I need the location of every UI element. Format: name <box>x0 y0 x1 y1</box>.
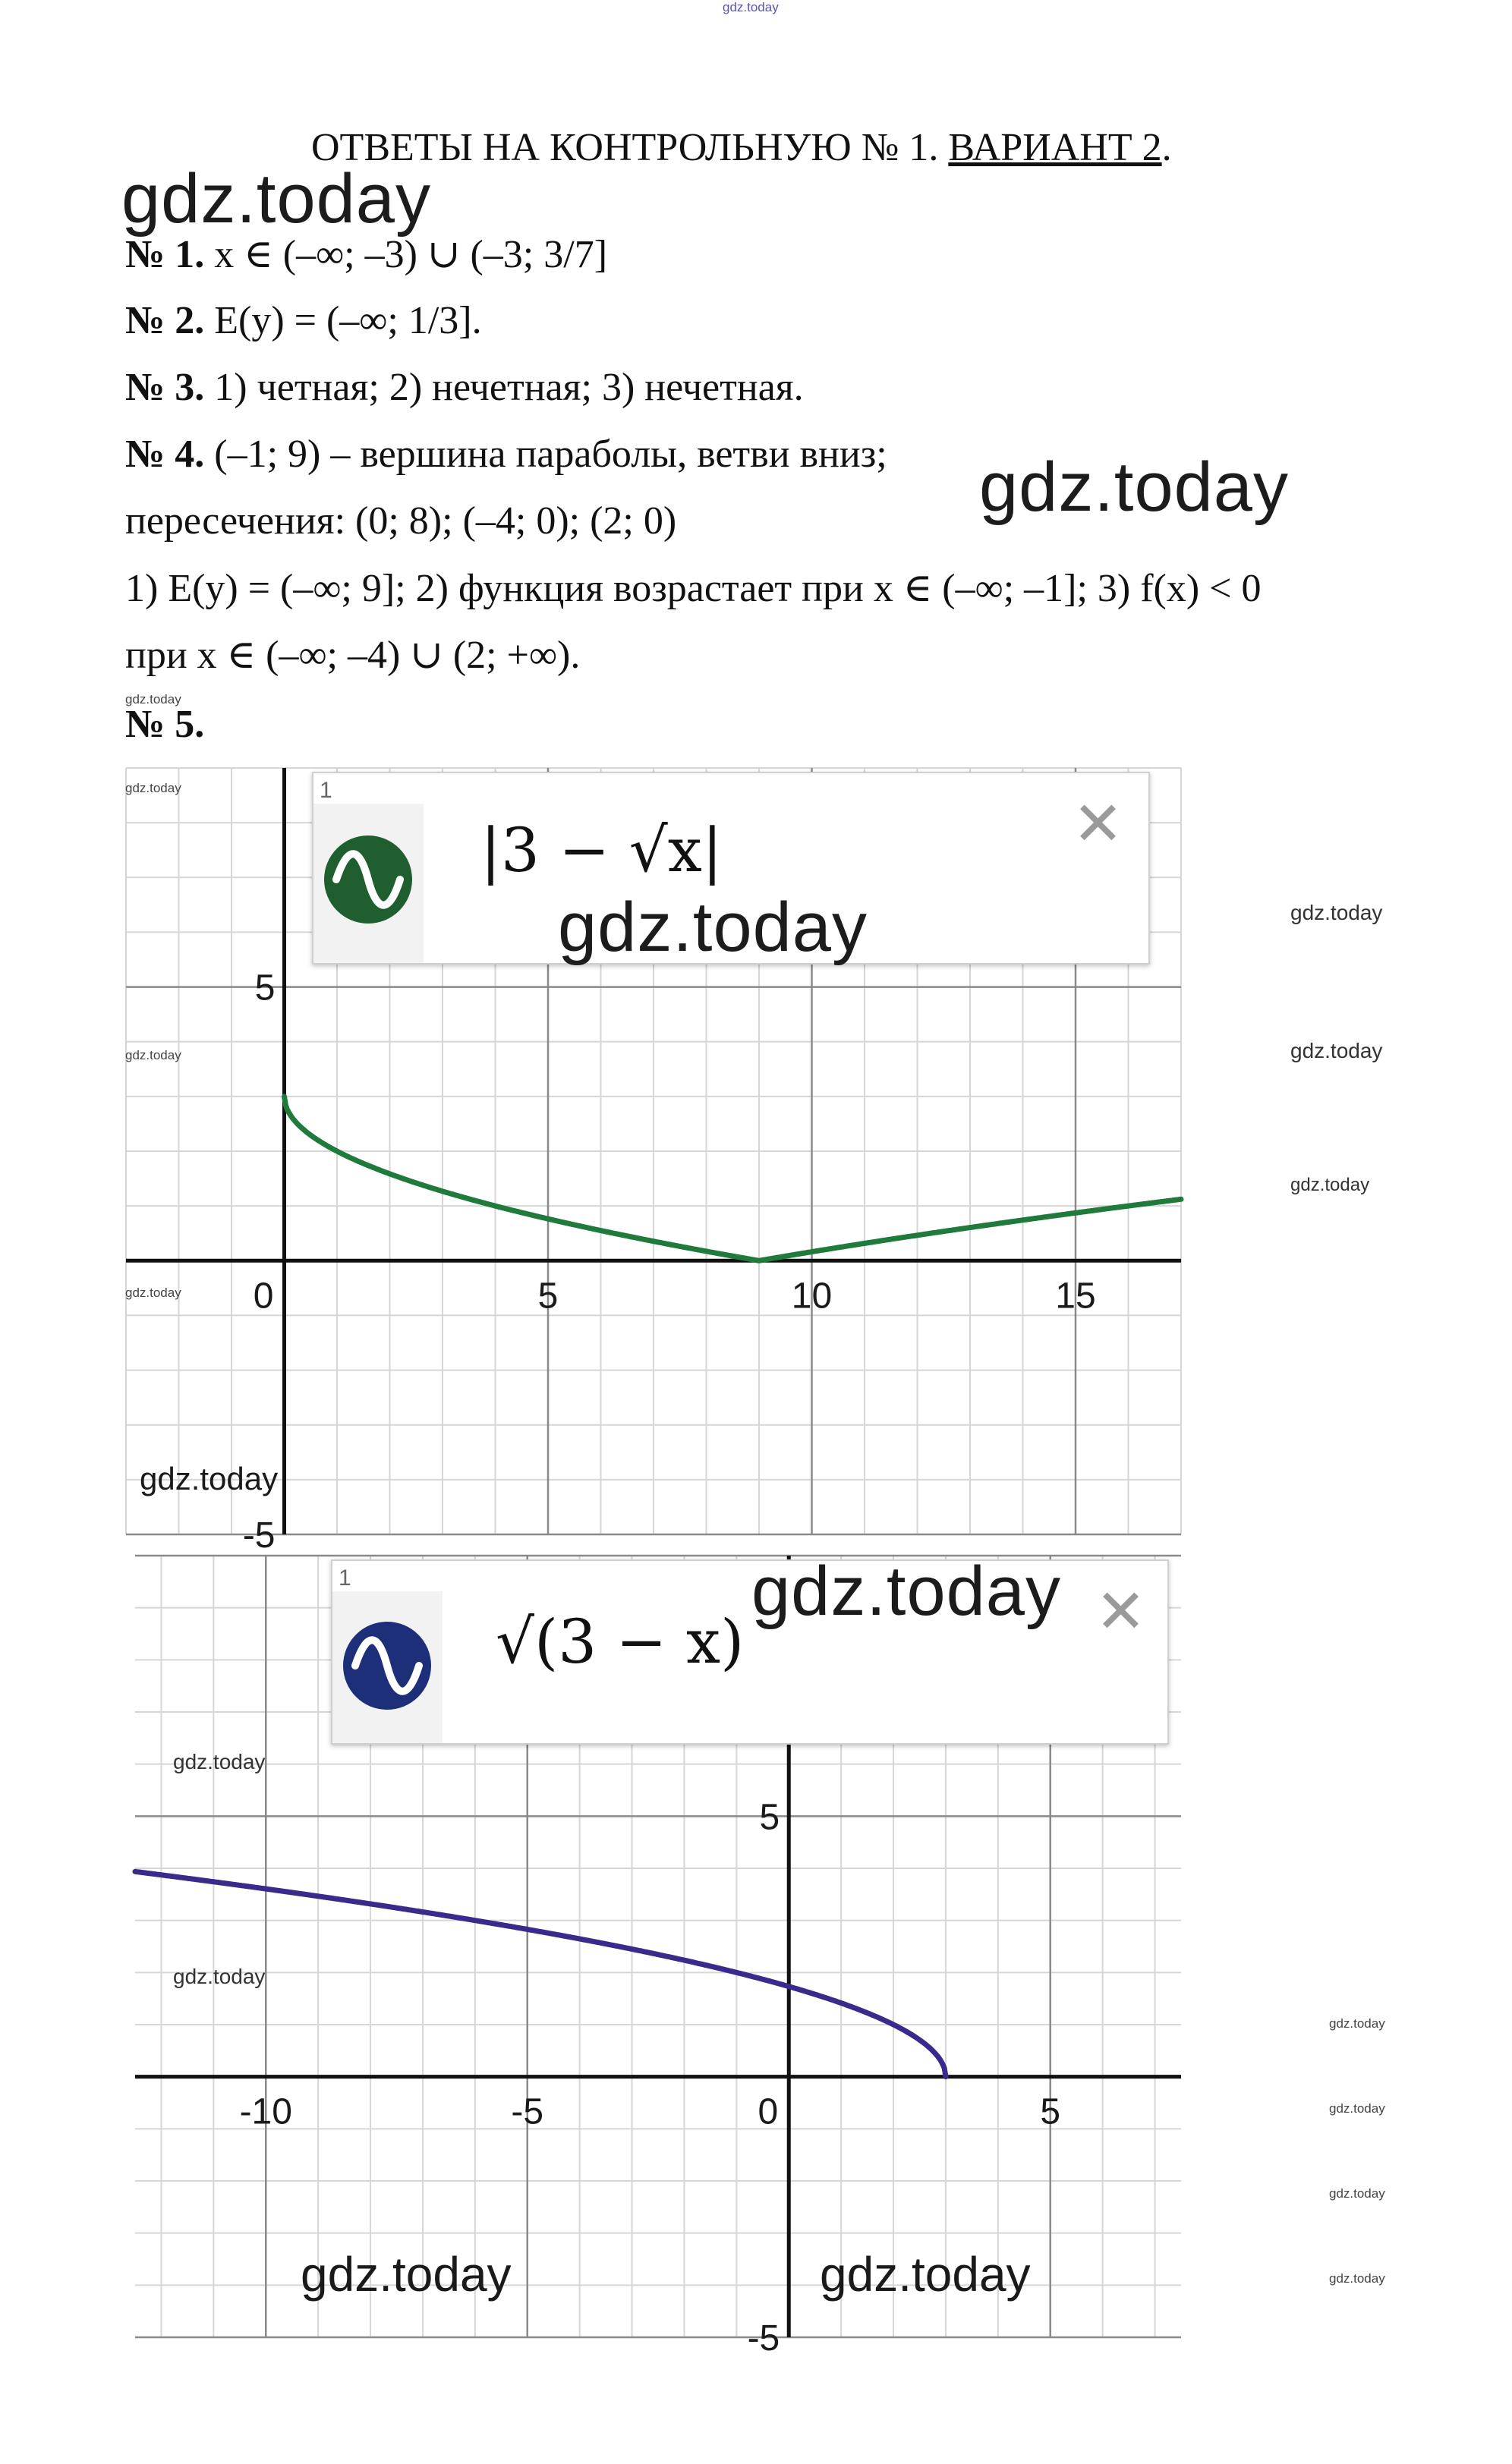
title-variant: ВАРИАНТ 2 <box>948 126 1162 169</box>
answer-number: № 4. <box>125 433 205 476</box>
x-tick-label: 5 <box>1040 2091 1061 2132</box>
logo-cell <box>313 804 424 963</box>
watermark-small: gdz.today <box>173 1750 266 1773</box>
watermark-small: gdz.today <box>1329 2186 1385 2201</box>
watermark-large: gdz.today <box>121 160 431 238</box>
watermark-small: gdz.today <box>1329 2271 1385 2286</box>
watermark-small: gdz.today <box>173 1965 266 1988</box>
logo-cell <box>332 1591 443 1743</box>
x-tick-label: -5 <box>511 2091 544 2132</box>
answer-text: E(y) = (–∞; 1/3]. <box>204 299 482 342</box>
answer-number: № 2. <box>125 299 205 342</box>
watermark-medium: gdz.today <box>140 1461 279 1496</box>
title-prefix: ОТВЕТЫ НА КОНТРОЛЬНУЮ № 1. <box>311 126 939 169</box>
y-tick-label: 5 <box>254 968 276 1009</box>
watermark-small: gdz.today <box>1290 901 1383 924</box>
title-suffix: . <box>1161 126 1172 169</box>
answer-4-line-2: пересечения: (0; 8); (–4; 0); (2; 0) <box>125 499 677 543</box>
graph-1 <box>126 768 1181 1556</box>
desmos-logo-icon <box>313 804 424 963</box>
watermark-medium: gdz.today <box>820 2247 1031 2302</box>
answer-text: (–1; 9) – вершина параболы, ветви вниз; <box>204 433 887 476</box>
answer-2 <box>125 298 482 343</box>
watermark-small: gdz.today <box>1329 2016 1385 2031</box>
watermark-small: gdz.today <box>125 692 181 706</box>
answer-4-line-4: при x ∈ (–∞; –4) ∪ (2; +∞). <box>125 634 581 677</box>
close-icon[interactable]: ✕ <box>1073 788 1124 859</box>
watermark-small: gdz.today <box>1290 1175 1370 1195</box>
x-tick-label: -10 <box>239 2091 292 2132</box>
watermark-large: gdz.today <box>751 1553 1061 1630</box>
answer-1 <box>125 231 607 277</box>
answer-3 <box>125 365 804 410</box>
watermark-small: gdz.today <box>125 1048 181 1062</box>
close-icon[interactable]: ✕ <box>1095 1576 1147 1647</box>
function-curve <box>285 1097 1182 1260</box>
y-tick-label: -5 <box>747 2318 780 2359</box>
graph-1-expression[interactable]: |3 − √x| <box>480 815 723 886</box>
x-tick-label: 0 <box>253 1276 274 1317</box>
y-tick-label: 5 <box>759 1797 780 1838</box>
graph-2-expression[interactable]: √(3 − x) <box>496 1606 745 1677</box>
answer-4-line-3: 1) E(y) = (–∞; 9]; 2) функция возрастает при x ∈ (–∞; –1]; 3) f(x) < 0 <box>125 567 1262 610</box>
watermark-small: gdz.today <box>1329 2101 1385 2116</box>
graph-2 <box>135 1556 1181 2359</box>
answer-4 <box>125 432 887 477</box>
answer-number: № 3. <box>125 366 205 409</box>
panel-index: 1 <box>320 778 332 803</box>
watermark-large: gdz.today <box>558 889 868 966</box>
x-tick-label: 5 <box>537 1276 559 1317</box>
watermark-medium: gdz.today <box>301 2247 512 2302</box>
x-tick-label: 0 <box>758 2091 779 2132</box>
answer-text: 1) четная; 2) нечетная; 3) нечетная. <box>204 366 804 409</box>
panel-index: 1 <box>339 1566 351 1591</box>
x-tick-label: 10 <box>791 1276 833 1317</box>
answer-5-label: № 5. <box>125 703 205 746</box>
watermark-small: gdz.today <box>1290 1039 1383 1062</box>
watermark-small: gdz.today <box>125 781 181 795</box>
desmos-logo-icon <box>332 1591 443 1743</box>
page-title <box>311 125 1172 170</box>
watermark-small: gdz.today <box>125 1285 181 1300</box>
x-tick-label: 15 <box>1055 1276 1096 1317</box>
answer-text: x ∈ (–∞; –3) ∪ (–3; 3/7] <box>204 233 608 276</box>
answer-number: № 1. <box>125 233 205 276</box>
watermark-large: gdz.today <box>979 448 1289 526</box>
watermark-top: gdz.today <box>723 0 779 14</box>
y-tick-label: -5 <box>242 1515 276 1556</box>
